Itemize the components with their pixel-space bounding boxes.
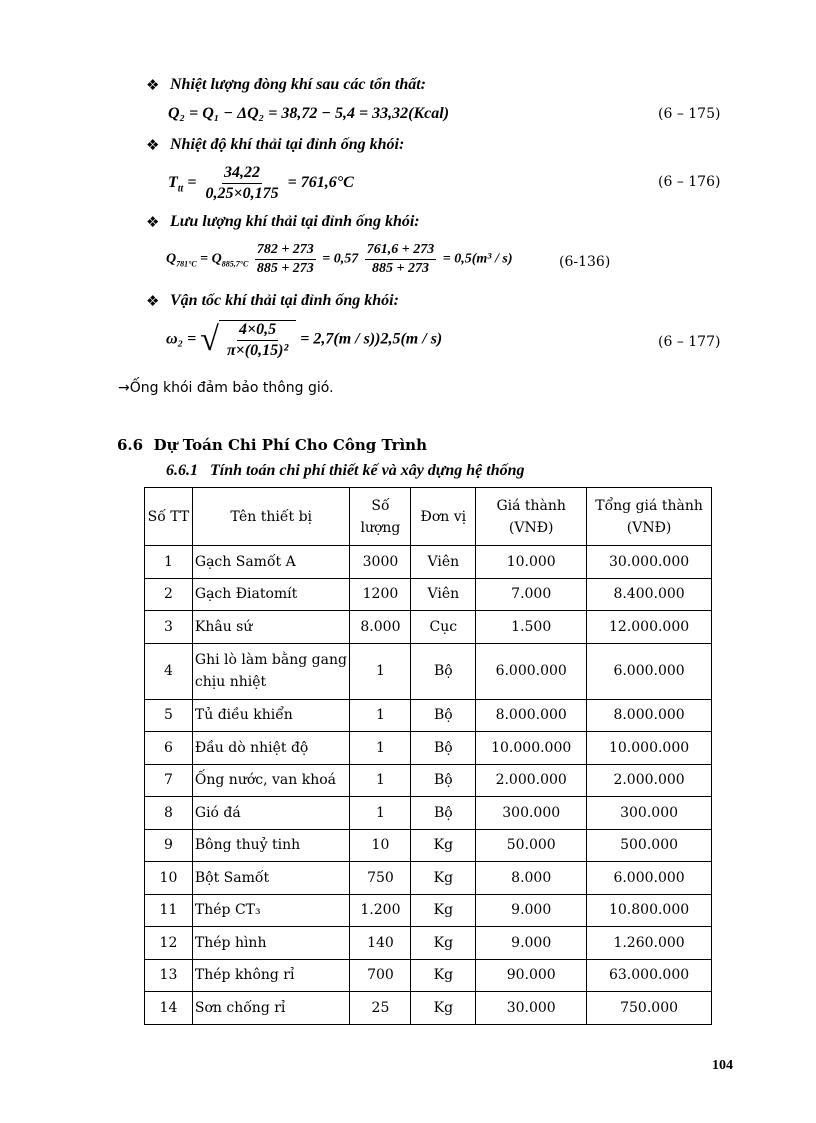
cell-no: 13 <box>145 959 193 992</box>
table-row <box>145 764 712 797</box>
page-number: 104 <box>712 1058 733 1073</box>
cell-name: Gió đá <box>192 797 350 830</box>
cell-unit: Kg <box>411 992 476 1025</box>
bullet-icon: ❖ <box>146 76 160 94</box>
cell-quantity: 1 <box>350 764 411 797</box>
bullet-icon: ❖ <box>146 292 160 310</box>
cell-quantity: 25 <box>350 992 411 1025</box>
cost-table <box>144 487 712 1025</box>
radical-icon: √ <box>200 321 219 358</box>
eq-lhs-sub: 781°C <box>176 259 197 269</box>
table-row <box>145 578 712 611</box>
numerator: 761,6 + 273 <box>365 242 436 260</box>
cell-quantity: 700 <box>350 959 411 992</box>
eq-mid2: = 0,57 <box>322 251 359 267</box>
table-row <box>145 611 712 644</box>
equation-6-175: Q₂ = Q₁ − ΔQ₂ = 38,72 − 5,4 = 33,32(Kcal) <box>168 105 450 122</box>
table-row <box>145 699 712 732</box>
subsection-heading <box>166 462 525 480</box>
denominator: π×(0,15)² <box>226 342 289 359</box>
fraction <box>225 321 290 360</box>
section-number: 6.6 <box>117 436 144 454</box>
cell-no: 12 <box>145 927 193 960</box>
cell-no: 7 <box>145 764 193 797</box>
cell-name: Sơn chống rỉ <box>192 992 350 1025</box>
cell-unit: Bộ <box>411 643 476 699</box>
cell-unit: Kg <box>411 959 476 992</box>
cell-total: 2.000.000 <box>587 764 712 797</box>
cell-name: Thép không rỉ <box>192 959 350 992</box>
cell-total: 750.000 <box>587 992 712 1025</box>
cell-quantity: 1.200 <box>350 894 411 927</box>
col-header-total: Tổng giá thành (VNĐ) <box>587 488 712 546</box>
table-row <box>145 862 712 895</box>
cell-quantity: 10 <box>350 829 411 862</box>
equation-6-177 <box>166 320 442 360</box>
fraction <box>203 164 280 203</box>
table-row <box>145 959 712 992</box>
cell-price: 10.000.000 <box>476 732 587 765</box>
table-row <box>145 732 712 765</box>
cell-unit: Bộ <box>411 699 476 732</box>
cell-no: 11 <box>145 894 193 927</box>
cell-unit: Kg <box>411 894 476 927</box>
cell-unit: Kg <box>411 927 476 960</box>
cell-name: Ống nước, van khoá <box>192 764 350 797</box>
cell-total: 6.000.000 <box>587 862 712 895</box>
subsection-title: Tính toán chi phí thiết kế và xây dựng hệ thống <box>210 462 525 479</box>
cell-unit: Bộ <box>411 797 476 830</box>
cell-no: 8 <box>145 797 193 830</box>
cell-no: 2 <box>145 578 193 611</box>
eq-rhs: = 2,7(m / s))2,5(m / s) <box>300 330 443 348</box>
col-header-unit: Đơn vị <box>411 488 476 546</box>
heading-exhaust-temperature: Nhiệt độ khí thải tại đỉnh ống khói: <box>170 136 405 153</box>
table-row <box>145 894 712 927</box>
equation-6-136 <box>166 242 513 277</box>
equation-number: (6-136) <box>559 254 611 270</box>
eq-mid-sub: 885,7°C <box>221 259 249 269</box>
cell-unit: Kg <box>411 829 476 862</box>
cell-quantity: 1 <box>350 699 411 732</box>
cell-price: 10.000 <box>476 546 587 579</box>
table-header-row <box>145 488 712 546</box>
cell-price: 50.000 <box>476 829 587 862</box>
cell-price: 8.000 <box>476 862 587 895</box>
section-title: Dự Toán Chi Phí Cho Công Trình <box>153 436 427 454</box>
eq-lhs: T <box>168 174 178 192</box>
cell-total: 6.000.000 <box>587 643 712 699</box>
cell-unit: Cục <box>411 611 476 644</box>
cell-total: 8.000.000 <box>587 699 712 732</box>
cell-total: 1.260.000 <box>587 927 712 960</box>
cell-price: 8.000.000 <box>476 699 587 732</box>
heading-exhaust-flow: Lưu lượng khí thải tại đỉnh ống khói: <box>170 213 420 230</box>
equation-number: (6 – 176) <box>658 174 721 190</box>
col-header-quantity: Số lượng <box>350 488 411 546</box>
cell-price: 300.000 <box>476 797 587 830</box>
cell-no: 9 <box>145 829 193 862</box>
cell-price: 90.000 <box>476 959 587 992</box>
cell-quantity: 1200 <box>350 578 411 611</box>
eq-lhs: ω₂ = <box>166 330 197 348</box>
cell-name: Thép hình <box>192 927 350 960</box>
fraction <box>365 242 436 277</box>
radicand <box>219 320 296 360</box>
cell-total: 63.000.000 <box>587 959 712 992</box>
denominator: 885 + 273 <box>372 261 430 276</box>
sqrt <box>200 320 296 360</box>
cell-total: 8.400.000 <box>587 578 712 611</box>
eq-lhs: Q <box>166 251 177 267</box>
cell-price: 6.000.000 <box>476 643 587 699</box>
cell-price: 2.000.000 <box>476 764 587 797</box>
denominator: 885 + 273 <box>256 261 314 276</box>
numerator: 4×0,5 <box>237 321 278 341</box>
cell-quantity: 1 <box>350 643 411 699</box>
bullet-icon: ❖ <box>146 213 160 231</box>
cell-name: Bông thuỷ tinh <box>192 829 350 862</box>
cell-price: 9.000 <box>476 894 587 927</box>
cell-no: 6 <box>145 732 193 765</box>
cell-unit: Bộ <box>411 764 476 797</box>
cell-no: 4 <box>145 643 193 699</box>
cell-name: Bột Samốt <box>192 862 350 895</box>
cell-name: Gạch Điatomít <box>192 578 350 611</box>
equation-number: (6 – 175) <box>658 106 721 122</box>
section-heading <box>117 436 427 454</box>
equation-number: (6 – 177) <box>658 334 721 350</box>
cell-quantity: 3000 <box>350 546 411 579</box>
col-header-no: Số TT <box>145 488 193 546</box>
subsection-number: 6.6.1 <box>166 462 198 479</box>
eq-sign: = <box>187 174 197 192</box>
cell-quantity: 1 <box>350 732 411 765</box>
cell-name: Ghi lò làm bằng gang chịu nhiệt <box>192 643 350 699</box>
cell-quantity: 1 <box>350 797 411 830</box>
cell-quantity: 750 <box>350 862 411 895</box>
cell-total: 300.000 <box>587 797 712 830</box>
table-row <box>145 829 712 862</box>
table-row <box>145 797 712 830</box>
cell-name: Khâu sứ <box>192 611 350 644</box>
cell-total: 10.000.000 <box>587 732 712 765</box>
cell-no: 10 <box>145 862 193 895</box>
eq-rhs: = 761,6°C <box>287 174 354 192</box>
cell-price: 1.500 <box>476 611 587 644</box>
cell-name: Gạch Samốt A <box>192 546 350 579</box>
col-header-name: Tên thiết bị <box>192 488 350 546</box>
cell-name: Thép CT₃ <box>192 894 350 927</box>
cell-total: 500.000 <box>587 829 712 862</box>
denominator: 0,25×0,175 <box>205 185 279 202</box>
equation-6-176 <box>168 164 354 203</box>
cell-price: 7.000 <box>476 578 587 611</box>
cell-no: 1 <box>145 546 193 579</box>
cell-price: 9.000 <box>476 927 587 960</box>
fraction <box>255 242 316 277</box>
table-row <box>145 546 712 579</box>
eq-mid: = Q <box>200 251 222 267</box>
cell-unit: Viên <box>411 578 476 611</box>
cell-no: 5 <box>145 699 193 732</box>
eq-lhs-sub: tt <box>177 183 184 195</box>
cell-total: 30.000.000 <box>587 546 712 579</box>
cell-quantity: 8.000 <box>350 611 411 644</box>
cell-name: Tủ điều khiển <box>192 699 350 732</box>
heading-exhaust-velocity: Vận tốc khí thải tại đỉnh ống khói: <box>170 292 399 309</box>
cell-quantity: 140 <box>350 927 411 960</box>
cell-price: 30.000 <box>476 992 587 1025</box>
cell-unit: Viên <box>411 546 476 579</box>
eq-rhs: = 0,5(m³ / s) <box>442 251 513 267</box>
table-row <box>145 643 712 699</box>
cell-name: Đầu dò nhiệt độ <box>192 732 350 765</box>
table-row <box>145 992 712 1025</box>
numerator: 782 + 273 <box>255 242 316 260</box>
heading-heat-after-loss: Nhiệt lượng đòng khí sau các tổn thất: <box>170 76 426 93</box>
table-row <box>145 927 712 960</box>
cell-total: 10.800.000 <box>587 894 712 927</box>
cell-unit: Bộ <box>411 732 476 765</box>
bullet-icon: ❖ <box>146 136 160 154</box>
cell-no: 14 <box>145 992 193 1025</box>
numerator: 34,22 <box>222 164 262 184</box>
conclusion-text: →Ống khói đảm bảo thông gió. <box>118 380 334 396</box>
cell-no: 3 <box>145 611 193 644</box>
cell-unit: Kg <box>411 862 476 895</box>
col-header-price: Giá thành (VNĐ) <box>476 488 587 546</box>
cell-total: 12.000.000 <box>587 611 712 644</box>
